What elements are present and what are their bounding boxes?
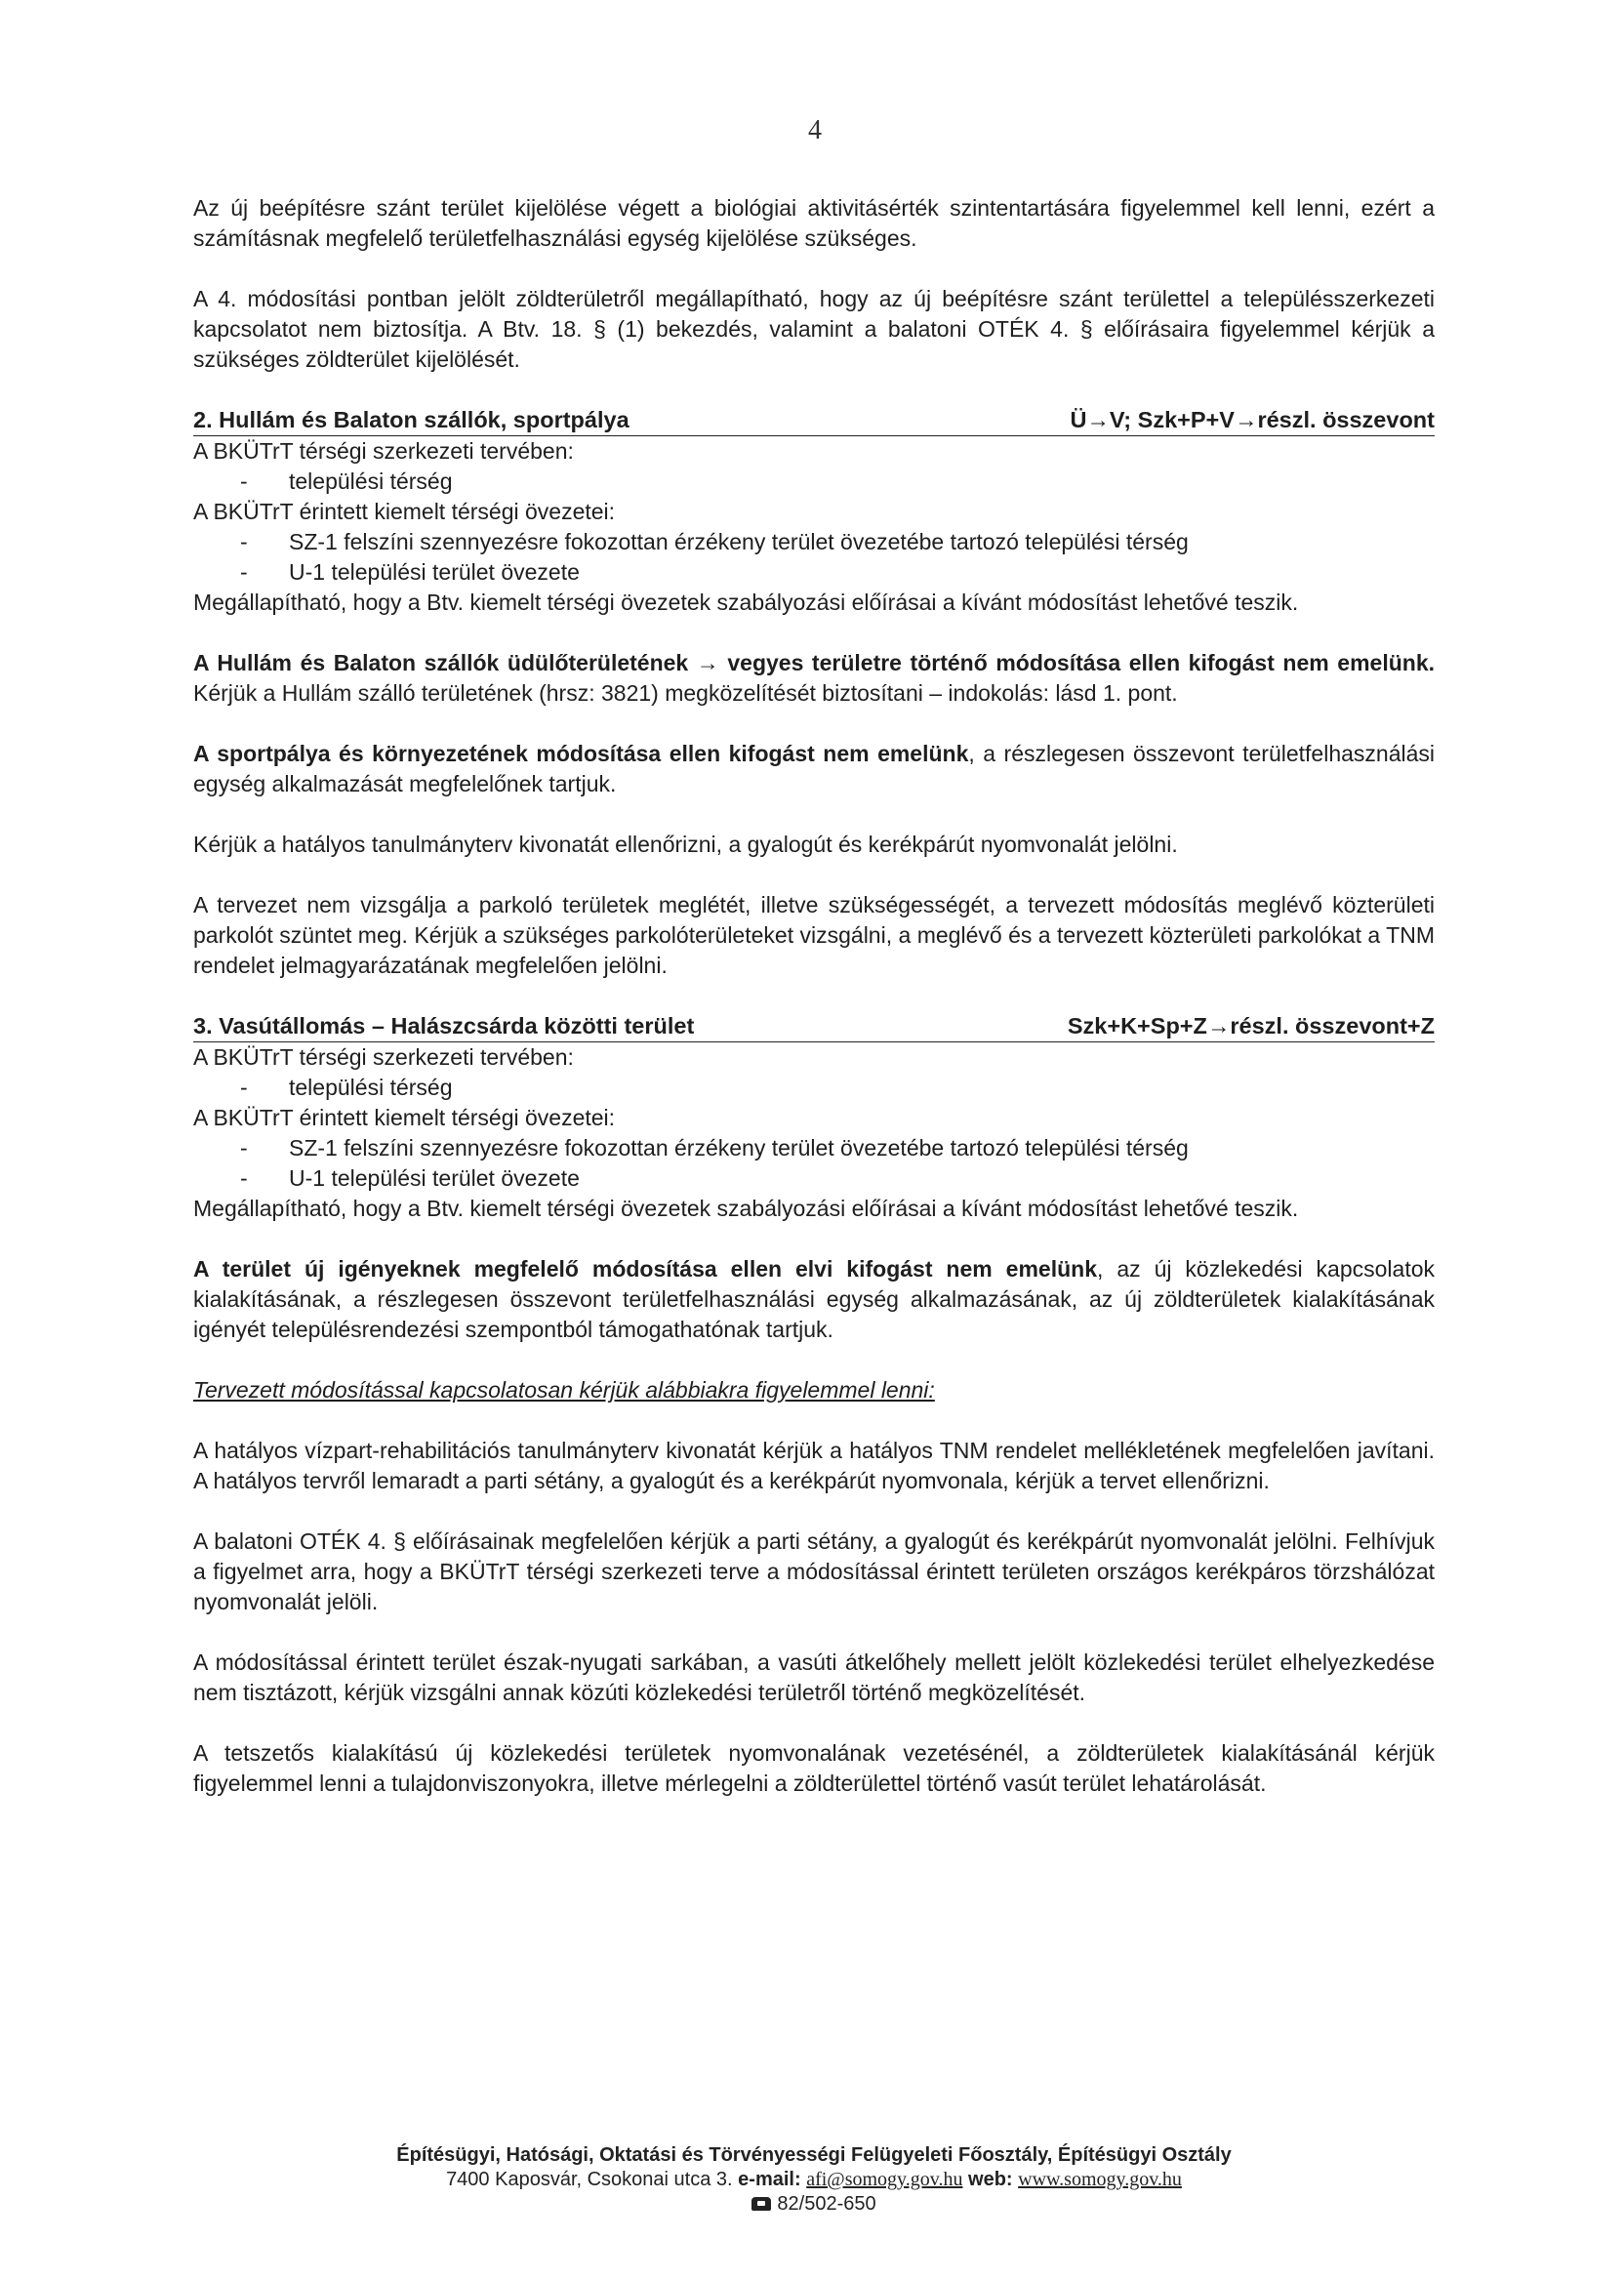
- section-3-title: 3. Vasútállomás – Halászcsárda közötti terület: [193, 1013, 695, 1038]
- section-3-code: Szk+K+Sp+Z→részl. összevont+Z: [1067, 1013, 1435, 1038]
- section-2-paragraph-3: Kérjük a hatályos tanulmányterv kivonatát ellenőrizni, a gyalogút és kerékpárút nyomvonalát jelölni.: [193, 832, 1178, 857]
- footer-contact-line: [193, 2168, 1435, 2192]
- section-2-paragraph-4: A tervezet nem vizsgálja a parkoló területek meglétét, illetve szükségességét, a tervezett módosítás meglévő közterületi parkolót szüntet meg. Kérjük a szükséges parkolóterületeket vizsgálni, a meglévő és a tervezett közterületi parkolókat a TNM rendelet jelmagyarázatának megfelelően jelölni.: [193, 892, 1435, 978]
- section-2-plan-label: A BKÜTrT térségi szerkezeti tervében:: [193, 438, 574, 464]
- intro-paragraph-1: Az új beépítésre szánt terület kijelölése végett a biológiai aktivitásérték szintentartására figyelemmel kell lenni, ezért a számításnak megfelelő területfelhasználási egység kijelölése szükséges.: [193, 195, 1435, 251]
- footer-phone-line: [193, 2192, 1435, 2217]
- footer-department: Építésügyi, Hatósági, Oktatási és Törvényességi Felügyeleti Főosztály, Építésügyi Osztály: [396, 2144, 1232, 2166]
- section-3-paragraph-5: A tetszetős kialakítású új közlekedési területek nyomvonalának vezetésénél, a zöldterületek kialakításánál kérjük figyelemmel lenni a tulajdonviszonyokra, illetve mérlegelni a zöldterülettel történő vasút terület lehatárolását.: [193, 1740, 1435, 1796]
- footer-web-label: web:: [968, 2169, 1013, 2190]
- intro-paragraph-2: A 4. módosítási pontban jelölt zöldterületről megállapítható, hogy az új beépítésre szánt területtel a településszerkezeti kapcsolatot nem biztosítja. A Btv. 18. § (1) bekezdés, valamint a balatoni OTÉK 4. § előírásaira figyelemmel kérjük a szükséges zöldterület kijelölését.: [193, 286, 1435, 372]
- section-2-heading: [193, 405, 1435, 436]
- section-3-paragraph-1: A terület új igényeknek megfelelő módosítása ellen elvi kifogást nem emelünk, az új közlekedési kapcsolatok kialakításának, a részlegesen összevont területfelhasználási egység alkalmazásának, az új zöldterületek kialakításának igényét településrendezési szempontból támogathatónak tartjuk.: [193, 1256, 1436, 1342]
- section-2-title: 2. Hullám és Balaton szállók, sportpálya: [193, 407, 629, 432]
- dash-marker: -: [240, 468, 248, 494]
- dash-marker: -: [240, 1165, 248, 1191]
- section-2-zone-item-2: - U-1 települési terület övezete: [193, 557, 1435, 588]
- section-3-zone-item-1: - SZ-1 felszíni szennyezésre fokozottan érzékeny terület övezetébe tartozó települési térség: [193, 1133, 1435, 1163]
- section-3-paragraph-2: A hatályos vízpart-rehabilitációs tanulmányterv kivonatát kérjük a hatályos TNM rendelet mellékletének megfelelően javítani. A hatályos tervről lemaradt a parti sétány, a gyalogút és a kerékpárút nyomvonala, kérjük a tervet ellenőrizni.: [193, 1438, 1435, 1493]
- footer-email-link[interactable]: afi@somogy.gov.hu: [806, 2169, 963, 2190]
- section-2-plan-item: - települési térség: [193, 467, 1435, 497]
- page-footer: [193, 2143, 1435, 2217]
- footer-phone: 82/502-650: [777, 2193, 876, 2215]
- telephone-icon: [751, 2197, 771, 2211]
- document-body: [193, 193, 1435, 1799]
- section-3-subheading: Tervezett módosítással kapcsolatosan kérjük alábbiakra figyelemmel lenni:: [193, 1377, 935, 1403]
- section-3-paragraph-3: A balatoni OTÉK 4. § előírásainak megfelelően kérjük a parti sétány, a gyalogút és kerékpárút nyomvonalát jelölni. Felhívjuk a figyelmet arra, hogy a BKÜTrT térségi szerkezeti terve a módosítással érintett területen országos kerékpáros törzshálózat nyomvonalát jelöli.: [193, 1528, 1435, 1614]
- dash-marker: -: [240, 1075, 248, 1100]
- section-3-conclusion: Megállapítható, hogy a Btv. kiemelt térségi övezetek szabályozási előírásai a kívánt módosítást lehetővé teszik.: [193, 1196, 1299, 1221]
- dash-marker: -: [240, 529, 248, 554]
- page-number: 4: [808, 115, 822, 145]
- section-2-conclusion: Megállapítható, hogy a Btv. kiemelt térségi övezetek szabályozási előírásai a kívánt módosítást lehetővé teszik.: [193, 590, 1299, 615]
- section-2-paragraph-1: A Hullám és Balaton szállók üdülőterületének → vegyes területre történő módosítása ellen kifogást nem emelünk. Kérjük a Hullám szálló területének (hrsz: 3821) megközelítését biztosítani – indokolás: lásd 1. pont.: [193, 650, 1435, 706]
- section-2-zones-label: A BKÜTrT érintett kiemelt térségi övezetei:: [193, 499, 616, 524]
- section-3-plan-label: A BKÜTrT térségi szerkezeti tervében:: [193, 1044, 574, 1070]
- section-3-paragraph-4: A módosítással érintett terület észak-nyugati sarkában, a vasúti átkelőhely mellett jelölt közlekedési terület elhelyezkedése nem tisztázott, kérjük vizsgálni annak közúti közlekedési területről történő megközelítését.: [193, 1649, 1435, 1705]
- section-3-plan-item: - települési térség: [193, 1073, 1435, 1103]
- section-3-heading: [193, 1011, 1435, 1042]
- section-2-paragraph-2: A sportpálya és környezetének módosítása ellen kifogást nem emelünk, a részlegesen összevont területfelhasználási egység alkalmazását megfelelőnek tartjuk.: [193, 741, 1435, 796]
- footer-web-link[interactable]: www.somogy.gov.hu: [1018, 2169, 1182, 2190]
- section-2-zone-item-1: - SZ-1 felszíni szennyezésre fokozottan érzékeny terület övezetébe tartozó települési térség: [193, 527, 1435, 557]
- footer-email-label: e-mail:: [738, 2169, 801, 2190]
- dash-marker: -: [240, 1135, 248, 1160]
- section-3-zone-item-2: - U-1 települési terület övezete: [193, 1163, 1435, 1194]
- dash-marker: -: [240, 559, 248, 585]
- section-2-code: Ü→V; Szk+P+V→részl. összevont: [1070, 407, 1435, 432]
- section-3-zones-label: A BKÜTrT érintett kiemelt térségi övezetei:: [193, 1105, 616, 1130]
- footer-address: 7400 Kaposvár, Csokonai utca 3.: [446, 2169, 733, 2190]
